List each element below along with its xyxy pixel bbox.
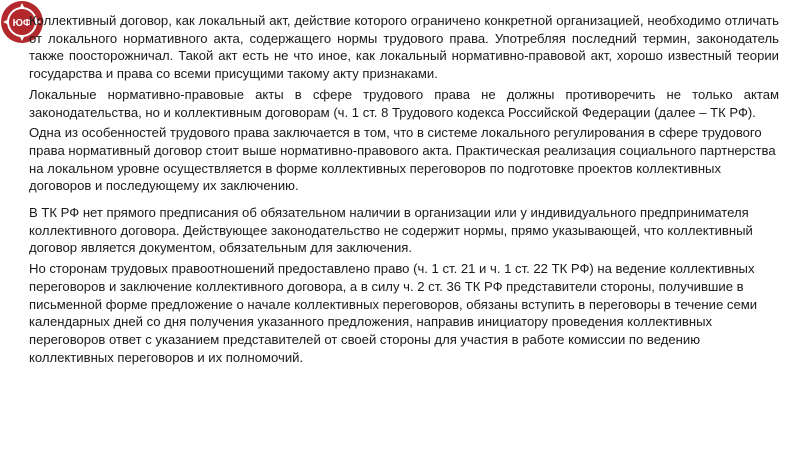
paragraph-2: Локальные нормативно-правовые акты в сфере трудового права не должны противоречить не только актам законодательства, но и коллективным договорам (ч. 1 ст. 8 Трудового кодекса Российской Федерации (далее – ТК РФ). [29, 86, 779, 120]
slide-text [29, 12, 779, 369]
paragraph-1: Коллективный договор, как локальный акт, действие которого ограничено конкретной организацией, необходимо отличать от локального нормативного акта, содержащего нормы трудового права. Употребляя последний термин, законодатель также поосторожничал. Такой акт есть не что иное, как локальный нормативно-правовой акт, хорошо известный теории государства и права со всеми присущими такому акту признаками. [29, 13, 779, 82]
logo-text: ЮФ [12, 18, 32, 29]
paragraph-4: В ТК РФ нет прямого предписания об обязательном наличии в организации или у индивидуального предпринимателя коллективного договора. Действующее законодательство не содержит нормы, прямо указывающей, что коллективный договор является документом, обязательным для заключения. [29, 205, 753, 256]
paragraph-3: Одна из особенностей трудового права заключается в том, что в системе локального регулирования в сфере трудового права нормативный договор стоит выше нормативно-правового акта. Практическая реализация социального партнерства на локальном уровне осуществляется в форме коллективных переговоров по подготовке проектов коллективных договоров и последующему их заключению. [29, 125, 776, 194]
paragraph-5: Но сторонам трудовых правоотношений предоставлено право (ч. 1 ст. 21 и ч. 1 ст. 22 ТК РФ) на ведение коллективных переговоров и заключение коллективного договора, а в силу ч. 2 ст. 36 ТК РФ представители стороны, получившие в письменной форме предложение о начале коллективных переговоров, обязаны вступить в переговоры в течение семи календарных дней со дня получения указанного предложения, направив инициатору проведения коллективных переговоров ответ с указанием представителей от своей стороны для участия в работе комиссии по ведению коллективных переговоров и их полномочий. [29, 261, 758, 365]
